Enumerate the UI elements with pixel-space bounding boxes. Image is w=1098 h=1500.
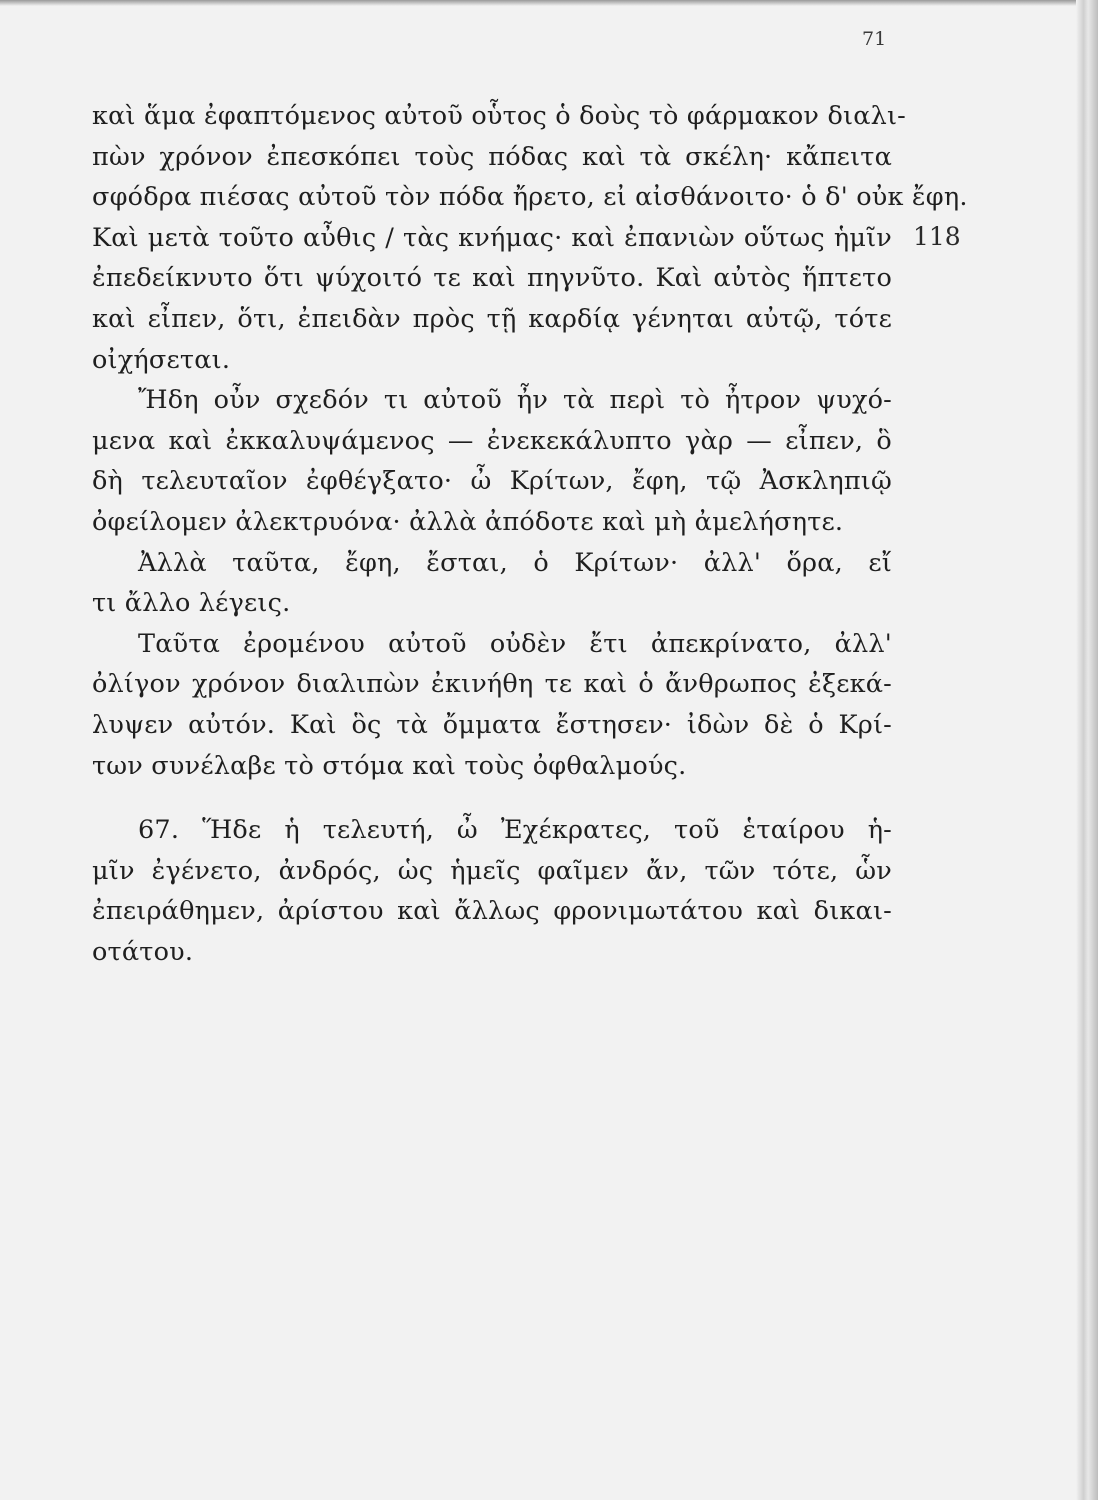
scan-edge-right — [1076, 0, 1098, 1500]
text-line: καὶ εἶπεν, ὅτι, ἐπειδὰν πρὸς τῇ καρδίᾳ γένηται αὐτῷ, τότε — [92, 303, 892, 334]
text-line: ἐπειράθημεν, ἀρίστου καὶ ἄλλως φρονιμωτάτου καὶ δικαι- — [92, 896, 892, 927]
text-line: Ταῦτα ἐρομένου αὐτοῦ οὐδὲν ἔτι ἀπεκρίνατο, ἀλλ' — [138, 628, 892, 659]
text-line: καὶ ἅμα ἐφαπτόμενος αὐτοῦ οὗτος ὁ δοὺς τὸ φάρμακον διαλι- — [92, 101, 906, 131]
text-line: σφόδρα πιέσας αὐτοῦ τὸν πόδα ἤρετο, εἰ αἰσθάνοιτο· ὁ δ' οὐκ ἔφη. — [92, 182, 968, 213]
text-line: μενα καὶ ἐκκαλυψάμενος — ἐνεκεκάλυπτο γὰρ — εἶπεν, ὃ — [92, 425, 892, 456]
text-line: δὴ τελευταῖον ἐφθέγξατο· ὦ Κρίτων, ἔφη, τῷ Ἀσκληπιῷ — [92, 466, 892, 497]
text-line: Ἀλλὰ ταῦτα, ἔφη, ἔσται, ὁ Κρίτων· ἀλλ' ὅρα, εἴ — [138, 547, 892, 578]
scan-edge-top — [0, 0, 1098, 6]
text-line: πὼν χρόνον ἐπεσκόπει τοὺς πόδας καὶ τὰ σκέλη· κἄπειτα — [92, 141, 892, 172]
text-line: τι ἄλλο λέγεις. — [92, 588, 291, 619]
text-line: ἐπεδείκνυτο ὅτι ψύχοιτό τε καὶ πηγνῦτο. Καὶ αὐτὸς ἥπτετο — [92, 263, 892, 294]
text-line: ὀλίγον χρόνον διαλιπὼν ἐκινήθη τε καὶ ὁ ἄνθρωπος ἐξεκά- — [92, 669, 892, 700]
page-number: 71 — [862, 28, 887, 50]
text-line: Ἤδη οὖν σχεδόν τι αὐτοῦ ἦν τὰ περὶ τὸ ἦτρον ψυχό- — [138, 385, 892, 416]
text-line: 67. Ἥδε ἡ τελευτή, ὦ Ἐχέκρατες, τοῦ ἑταίρου ἡ- — [138, 815, 892, 846]
text-line: ὀφείλομεν ἀλεκτρυόνα· ἀλλὰ ἀπόδοτε καὶ μὴ ἀμελήσητε. — [92, 506, 844, 537]
text-line: μῖν ἐγένετο, ἀνδρός, ὡς ἡμεῖς φαῖμεν ἄν, τῶν τότε, ὧν — [92, 855, 892, 886]
text-line: των συνέλαβε τὸ στόμα καὶ τοὺς ὀφθαλμούς. — [92, 750, 687, 781]
section-gap — [92, 786, 892, 810]
margin-line-number: 118 — [913, 222, 961, 251]
text-line: λυψεν αὐτόν. Καὶ ὃς τὰ ὄμματα ἔστησεν· ἰδὼν δὲ ὁ Κρί- — [92, 709, 892, 740]
text-line: οἰχήσεται. — [92, 344, 231, 375]
text-line: Καὶ μετὰ τοῦτο αὖθις / τὰς κνήμας· καὶ ἐπανιὼν οὕτως ἡμῖν — [92, 222, 892, 253]
text-line: οτάτου. — [92, 936, 194, 967]
